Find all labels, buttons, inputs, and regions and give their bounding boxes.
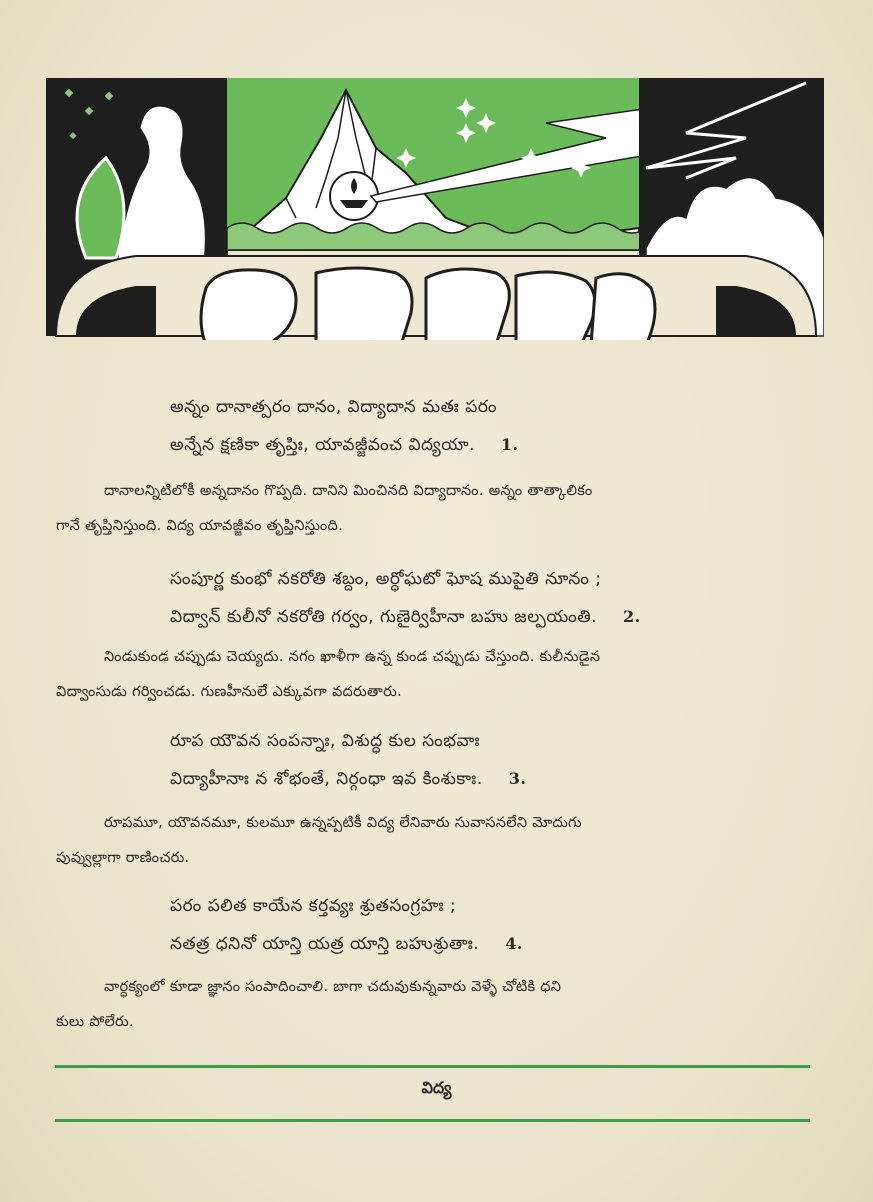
verse-4 <box>170 887 523 963</box>
verse-3-line-1: రూప యౌవన సంపన్నాః, విశుద్ధ కుల సంభవాః <box>170 731 481 751</box>
meaning-2-line-2: విద్వాంసుడు గర్వించడు. గుణహీనులే ఎక్కువగా వదరుతారు. <box>56 684 402 700</box>
header-banner <box>46 78 824 340</box>
meaning-1-line-2: గానే తృప్తినిస్తుంది. విద్య యావజ్జీవం తృప్తినిస్తుంది. <box>56 518 343 534</box>
meaning-1 <box>56 474 826 544</box>
verse-4-line-1: పరం పలిత కాయేన కర్తవ్యః శ్రుతసంగ్రహః ; <box>170 896 457 916</box>
meaning-2 <box>56 640 826 710</box>
footer-label: విద్య <box>421 1078 452 1097</box>
verse-2-line-1: సంపూర్ణ కుంభో నకరోతి శబ్దం, అర్ధోఘటో ఘోష ముపైతి నూనం ; <box>170 569 602 589</box>
verse-3-number: 3. <box>508 769 527 788</box>
verse-4-number: 4. <box>505 934 523 953</box>
footer-rule-top <box>55 1065 810 1068</box>
meaning-4 <box>56 970 826 1040</box>
meaning-3 <box>56 806 826 876</box>
verse-3 <box>170 722 526 798</box>
meaning-3-line-1: రూపమూ, యౌవనమూ, కులమూ ఉన్నప్పటికీ విద్య లేనివారు సువాసనలేని మోదుగు <box>104 815 582 831</box>
footer-rule-bottom <box>55 1119 810 1122</box>
meaning-3-line-2: పువ్వుల్లాగా రాణించరు. <box>56 850 190 866</box>
verse-4-line-2: నతత్ర ధనినో యాన్తి యత్ర యాన్తి బహుశ్రుతాః. <box>170 934 480 954</box>
verse-1 <box>170 388 519 464</box>
verse-2 <box>170 560 641 636</box>
meaning-2-line-1: నిండుకుండ చప్పుడు చెయ్యదు. నగం ఖాళీగా ఉన్న కుండ చప్పుడు చేస్తుంది. కులీనుడైన <box>104 649 601 665</box>
meaning-1-line-1: దానాలన్నిటిలోకీ అన్నదానం గొప్పది. దానిని మించినది విద్యాదానం. అన్నం తాత్కాలికం <box>104 483 593 499</box>
verse-1-line-1: అన్నం దానాత్పరం దానం, విద్యాదాన మతః పరం <box>170 397 498 417</box>
verse-1-line-2: అన్నేన క్షణికా తృప్తిః, యావజ్జీవంచ విద్యయా. <box>170 435 475 455</box>
meaning-4-line-2: కులు పోలేరు. <box>56 1014 134 1030</box>
verse-3-line-2: విద్యాహీనాః న శోభంతే, నిర్గంధా ఇవ కింశుకాః. <box>170 769 483 789</box>
verse-2-number: 2. <box>623 607 641 626</box>
meaning-4-line-1: వార్ధక్యంలో కూడా జ్ఞానం సంపాదించాలి. బాగా చదువుకున్నవారు వెళ్ళే చోటికి ధని <box>104 979 562 995</box>
verse-2-line-2: విద్వాన్ కులీనో నకరోతి గర్వం, గుణైర్విహీనా బహు జల్పయంతి. <box>170 607 598 627</box>
verse-1-number: 1. <box>500 435 519 454</box>
